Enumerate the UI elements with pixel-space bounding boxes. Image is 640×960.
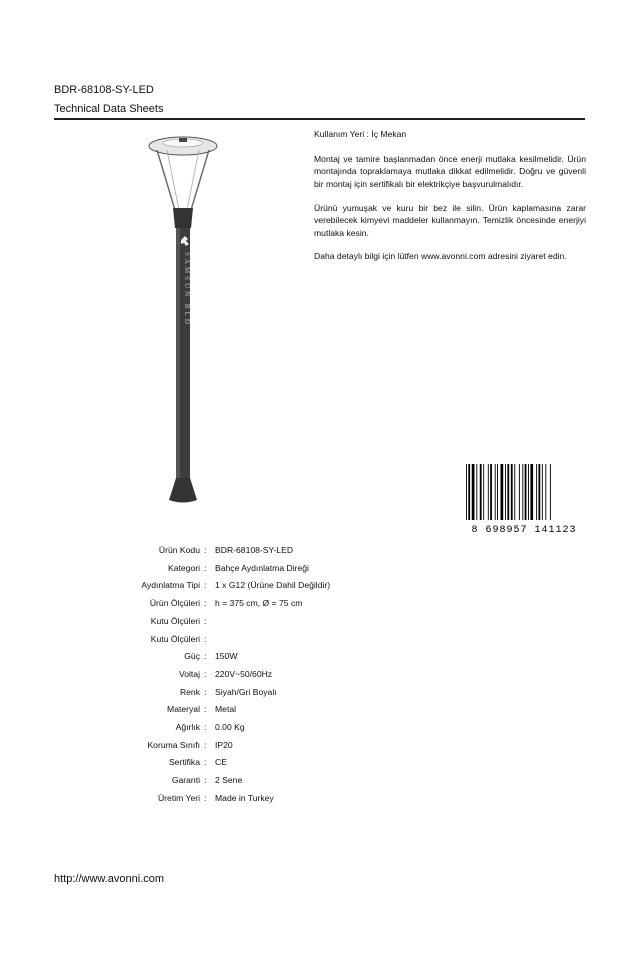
spec-label: Güç <box>184 651 200 662</box>
spec-row <box>0 634 640 648</box>
spec-separator: : <box>204 757 207 768</box>
header-divider <box>54 118 585 120</box>
spec-label: Ürün Kodu <box>158 545 200 555</box>
spec-row <box>0 775 640 789</box>
spec-value: Siyah/Gri Boyalı <box>215 686 277 697</box>
spec-row <box>0 580 640 594</box>
spec-value: h = 375 cm, Ø = 75 cm <box>215 598 303 609</box>
spec-label: Voltaj <box>178 668 200 679</box>
spec-row <box>0 616 640 630</box>
spec-separator: : <box>204 580 207 591</box>
spec-row <box>0 793 640 807</box>
barcode-digits: 8 698957 141123 <box>471 525 577 534</box>
barcode-bars <box>466 464 551 520</box>
spec-separator: : <box>204 651 207 662</box>
spec-separator: : <box>204 739 207 750</box>
spec-separator: : <box>204 792 207 803</box>
spec-label: Ağırlık <box>175 722 200 732</box>
product-code-heading: BDR-68108-SY-LED <box>54 84 154 96</box>
spec-row <box>0 563 640 577</box>
spec-separator: : <box>204 545 207 555</box>
spec-separator: : <box>204 615 207 626</box>
spec-label: Materyal <box>167 704 200 715</box>
product-image <box>145 128 225 508</box>
spec-separator: : <box>204 704 207 715</box>
spec-value: IP20 <box>215 739 233 750</box>
website-paragraph: Daha detaylı bilgi için lütfen www.avonni.com adresini ziyaret edin. <box>314 251 567 261</box>
pole-base <box>169 478 197 503</box>
spec-separator: : <box>204 562 207 573</box>
spec-row <box>0 651 640 665</box>
lamp-arm-left <box>157 150 175 210</box>
spec-row <box>0 545 640 559</box>
spec-row <box>0 687 640 701</box>
spec-label: Aydınlatma Tipi <box>141 580 200 591</box>
spec-label: Üretim Yeri <box>157 792 200 803</box>
spec-row <box>0 669 640 683</box>
spec-label: Sertifika <box>168 757 200 768</box>
lamp-arm-right <box>191 150 209 210</box>
spec-separator: : <box>204 633 207 644</box>
spec-value: 2 Sene <box>215 775 243 786</box>
spec-label: Kategori <box>167 562 200 573</box>
spec-label: Kutu Ölçüleri <box>150 633 200 644</box>
pole-collar <box>173 208 193 228</box>
spec-row <box>0 740 640 754</box>
spec-value: 220V~50/60Hz <box>215 668 273 679</box>
spec-value: 1 x G12 (Ürüne Dahil Değildir) <box>215 580 331 591</box>
usage-location: Kullanım Yeri : İç Mekan <box>314 129 407 139</box>
spec-label: Ürün Ölçüleri <box>149 598 200 609</box>
spec-value: Metal <box>215 704 237 715</box>
spec-value: 150W <box>215 651 238 662</box>
document-subtitle: Technical Data Sheets <box>54 103 164 115</box>
cleaning-paragraph: Ürünü yumuşak ve kuru bir bez ile silin. Ürün kaplamasına zarar verebilecek kimyevi maddeler kullanmayın. Temizlik öncesinde enerjiyi mutlaka kesin. <box>314 203 586 238</box>
spec-row <box>0 722 640 736</box>
spec-label: Garanti <box>171 775 200 786</box>
spec-value: CE <box>215 757 227 768</box>
spec-label: Koruma Sınıfı <box>147 739 200 750</box>
spec-value: 0.00 Kg <box>215 722 245 732</box>
spec-row <box>0 598 640 612</box>
barcode <box>464 464 584 534</box>
spec-separator: : <box>204 598 207 609</box>
spec-row <box>0 757 640 771</box>
spec-value: BDR-68108-SY-LED <box>215 545 294 555</box>
spec-separator: : <box>204 668 207 679</box>
pole-text: SAMSUN BLD <box>183 252 191 327</box>
spec-value: Bahçe Aydınlatma Direği <box>215 562 309 573</box>
spec-value: Made in Turkey <box>215 792 274 803</box>
spec-label: Renk <box>179 686 200 697</box>
spec-separator: : <box>204 775 207 786</box>
safety-paragraph: Montaj ve tamire başlanmadan önce enerji mutlaka kesilmelidir. Ürün montajında topraklamaya mutlaka dikkat edilmelidir. Doğru ve güvenli bir montaj için sertifikalı bir elektrikçiye başvurulmalıdır. <box>314 154 586 189</box>
spec-label: Kutu Ölçüleri <box>150 615 200 626</box>
footer-url: http://www.avonni.com <box>54 873 165 885</box>
spec-row <box>0 704 640 718</box>
spec-separator: : <box>204 686 207 697</box>
spec-separator: : <box>204 722 207 732</box>
